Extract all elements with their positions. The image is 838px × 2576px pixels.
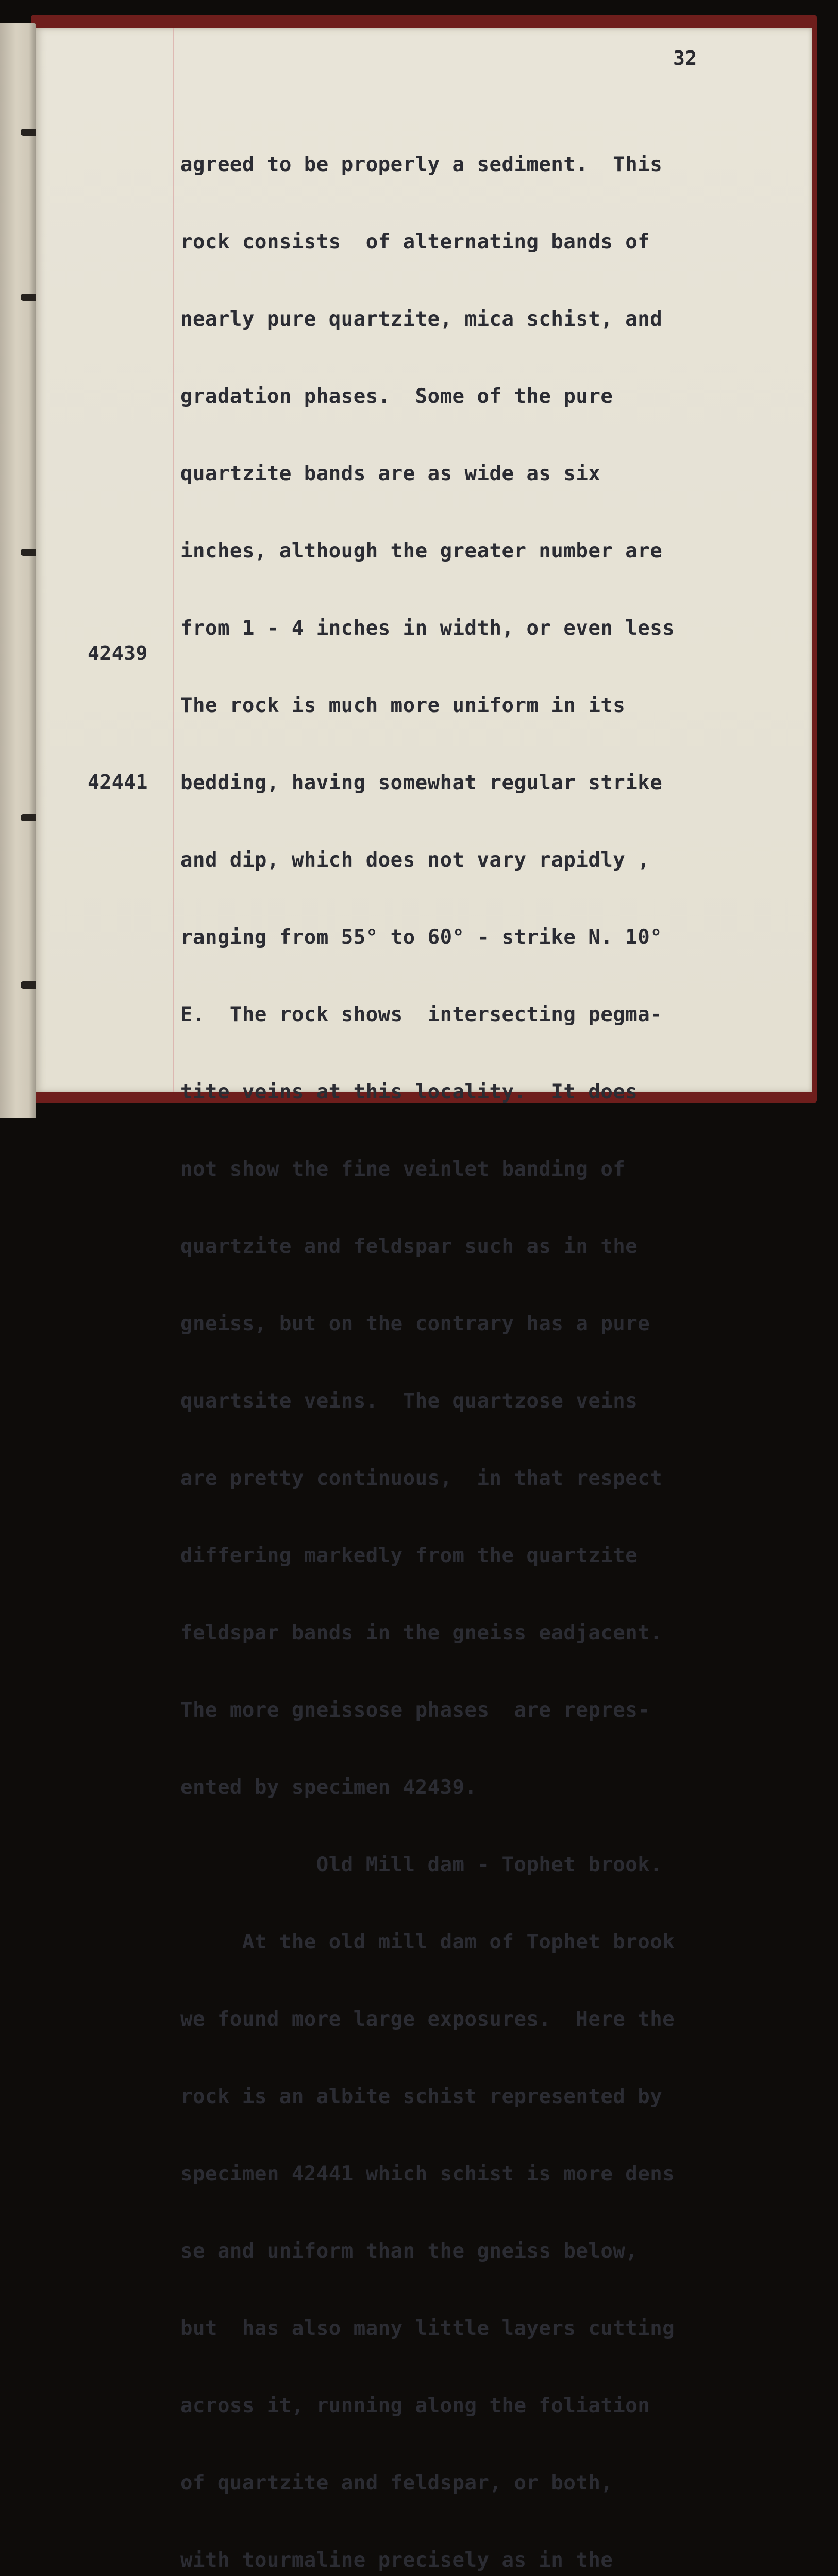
binding-ring — [21, 294, 38, 301]
text-line: Old Mill dam - Tophet brook. — [180, 1853, 663, 1876]
margin-rule — [173, 28, 174, 1092]
page-number: 32 — [673, 47, 697, 70]
text-line: quartzite and feldspar such as in the — [180, 1235, 638, 1258]
text-line: quartsite veins. The quartzose veins — [180, 1389, 638, 1413]
text-line: tite veins at this locality. It does — [180, 1080, 638, 1104]
text-line: not show the fine veinlet banding of — [180, 1158, 626, 1181]
text-line: gneiss, but on the contrary has a pure — [180, 1312, 650, 1335]
text-line: se and uniform than the gneiss below, — [180, 2240, 638, 2263]
typed-body-text — [180, 100, 675, 2576]
text-line: but has also many little layers cutting — [180, 2317, 675, 2340]
text-line: bedding, having somewhat regular strike — [180, 771, 663, 794]
binding-ring — [21, 814, 38, 821]
margin-specimen-number: 42439 — [88, 642, 148, 665]
text-line: The rock is much more uniform in its — [180, 694, 626, 717]
text-line: across it, running along the foliation — [180, 2394, 650, 2417]
text-line: ranging from 55° to 60° - strike N. 10° — [180, 926, 663, 949]
text-line: we found more large exposures. Here the — [180, 2008, 675, 2031]
text-line: quartzite bands are as wide as six — [180, 462, 601, 485]
text-line: specimen 42441 which schist is more dens — [180, 2162, 675, 2185]
text-line: feldspar bands in the gneiss eadjacent. — [180, 1621, 663, 1645]
text-line: from 1 - 4 inches in width, or even less — [180, 617, 675, 640]
margin-specimen-number: 42441 — [88, 771, 148, 793]
binding-ring — [21, 981, 38, 989]
binding-ring — [21, 549, 38, 556]
text-line: nearly pure quartzite, mica schist, and — [180, 308, 663, 331]
binding-ring — [21, 129, 38, 136]
text-line: of quartzite and feldspar, or both, — [180, 2471, 613, 2495]
text-line: differing markedly from the quartzite — [180, 1544, 638, 1567]
text-line: The more gneissose phases are repres- — [180, 1699, 650, 1722]
notebook-page — [36, 28, 812, 2572]
text-line: At the old mill dam of Tophet brook — [180, 1930, 675, 1954]
text-line: inches, although the greater number are — [180, 539, 663, 563]
text-line: rock is an albite schist represented by — [180, 2085, 663, 2108]
text-line: and dip, which does not vary rapidly , — [180, 849, 650, 872]
text-line: rock consists of alternating bands of — [180, 230, 650, 253]
text-line: gradation phases. Some of the pure — [180, 385, 613, 408]
text-line: ented by specimen 42439. — [180, 1776, 477, 1799]
binding-strip — [0, 23, 36, 1118]
text-line: are pretty continuous, in that respect — [180, 1467, 663, 1490]
text-line: with tourmaline precisely as in the — [180, 2549, 613, 2572]
text-line: agreed to be properly a sediment. This — [180, 153, 663, 176]
text-line: E. The rock shows intersecting pegma- — [180, 1003, 663, 1026]
